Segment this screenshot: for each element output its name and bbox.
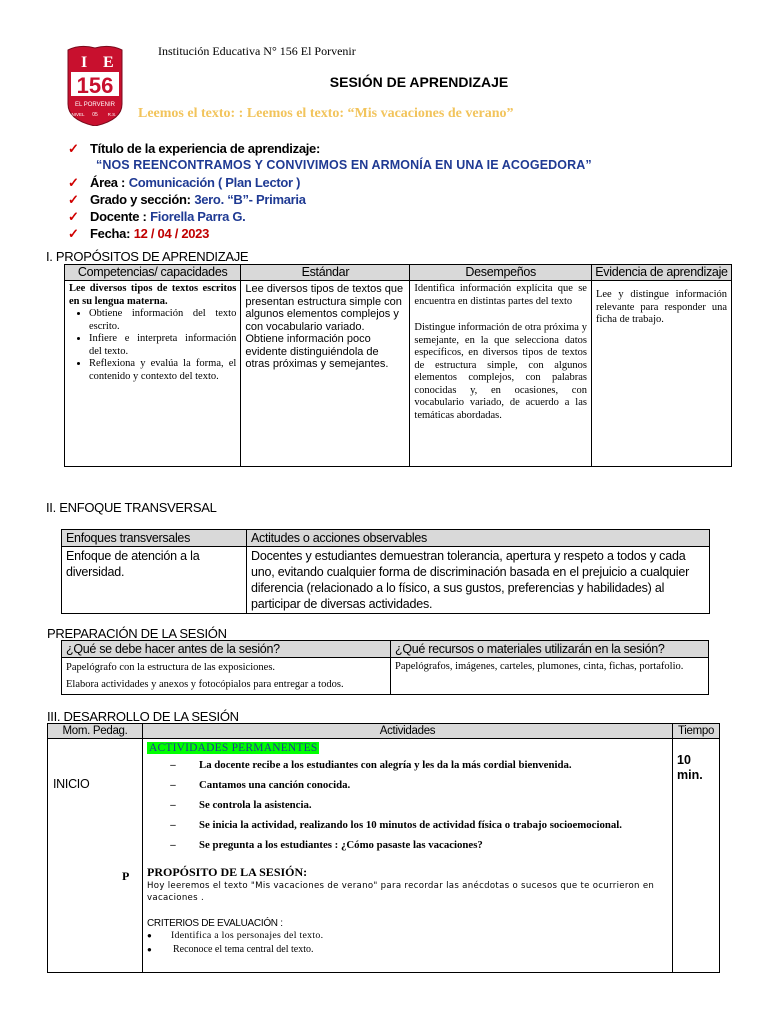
check-icon: ✓ [68,209,79,224]
logo-footer-mid: 05 [92,112,98,118]
resources-cell: Papelógrafos, imágenes, carteles, plumones, cinta, fichas, portafolio. [391,658,709,695]
col-approaches: Enfoques transversales [62,530,247,547]
page-title: SESIÓN DE APRENDIZAJE [329,74,509,90]
moment-cell [48,739,143,973]
purpose-text: Hoy leeremos el texto "Mis vacaciones de verano" para recordar las anécdotas o sucesos que te ocurrieron en vacaciones . [147,881,655,903]
teacher-value: Fiorella Parra G. [150,209,246,224]
logo-letter-i: I [81,54,88,71]
area-value: Comunicación ( Plan Lector ) [128,175,301,190]
institution-name: Institución Educativa N° 156 El Porvenir [158,44,356,58]
criteria-title: CRITERIOS DE EVALUACIÓN : [147,918,283,929]
criterion-item: ● Reconoce el tema central del texto. [147,944,314,955]
p-letter: P [122,869,130,883]
section-1-heading: I. PROPÓSITOS DE APRENDIZAJE [46,249,249,264]
before-cell [62,658,391,695]
purpose-title: PROPÓSITO DE LA SESIÓN: [147,865,308,879]
experience-title: “NOS REENCONTRAMOS Y CONVIVIMOS EN ARMONÍA EN UNA IE ACOGEDORA” [96,158,592,172]
before-item: Elabora actividades y anexos y fotocópialos para entregar a todos. [66,679,344,690]
moment-inicio: INICIO [53,777,90,791]
grade-label: Grado y sección: [90,192,191,207]
col-resources: ¿Qué recursos o materiales utilizarán en la sesión? [391,641,709,658]
permanent-activities-label: ACTIVIDADES PERMANENTES [149,742,318,754]
session-subtitle: Leemos el texto: : Leemos el texto: “Mis vacaciones de verano” [138,106,514,121]
activity-item: – Se controla la asistencia. [170,799,312,811]
col-moment: Mom. Pedag. [48,724,143,739]
col-before: ¿Qué se debe hacer antes de la sesión? [62,641,391,658]
logo-caption: EL PORVENIR [74,102,116,108]
capacity-item: • Reflexiona y evalúa la forma, el contenido y contexto del texto. [89,358,236,383]
logo-footer-left: NIVEL [71,112,85,117]
col-evidence: Evidencia de aprendizaje [591,265,731,281]
attitudes-cell: Docentes y estudiantes demuestran tolerancia, apertura y respeto a todos y cada uno, evitando cualquier forma de discriminación basada en el prejuicio a cualquier diferencia (relacionado a lo físico, a sus gustos, preferencias y habilidades) al participar de diversas actividades. [247,547,710,614]
capacity-item: • Infiere e interpreta información del texto. [89,333,236,358]
activity-item: – Cantamos una canción conocida. [170,779,351,791]
activity-item: – La docente recibe a los estudiantes con alegría y les da la más cordial bienvenida. [170,759,572,771]
col-time: Tiempo [673,724,720,739]
before-item: Papelógrafo con la estructura de las exposiciones. [66,662,276,673]
competence-title: Lee diversos tipos de textos escritos en su lengua materna. [69,283,237,307]
performance-1: Identifica información explícita que se encuentra en distintas partes del texto [414,283,587,307]
prep-heading: PREPARACIÓN DE LA SESIÓN [47,626,227,641]
preparation-table [61,640,709,695]
approach-cell: Enfoque de atención a la diversidad. [62,547,247,614]
logo-number: 156 [76,73,114,98]
col-competences: Competencias/ capacidades [65,265,241,281]
activities-cell [143,739,673,973]
check-icon: ✓ [68,192,79,207]
session-info [68,140,592,242]
check-icon: ✓ [68,226,79,241]
time-cell: 10 min. [673,739,720,973]
area-label: Área : [90,175,126,190]
logo-letter-e: E [103,54,114,71]
evidence-cell: Lee y distingue información relevante para responder una ficha de trabajo. [591,281,731,467]
activity-item: – Se pregunta a los estudiantes : ¿Cómo pasaste las vacaciones? [170,839,483,851]
logo-footer-right: R.S. [107,112,117,117]
section-3-heading: III. DESARROLLO DE LA SESIÓN [47,709,239,724]
grade-value: 3ero. “B”- Primaria [194,192,306,207]
section-2-heading: II. ENFOQUE TRANSVERSAL [46,500,217,515]
activity-item: – Se inicia la actividad, realizando los 10 minutos de actividad física o trabajo socioemocional. [170,819,622,831]
standard-cell: Lee diversos tipos de textos que presentan estructura simple con algunos elementos complejos y con vocabulario variado. Obtiene información poco evidente distinguiéndola de otras próximas y semejantes. [241,281,410,467]
col-performances: Desempeños [410,265,592,281]
competences-cell [65,281,241,467]
performances-cell [410,281,592,467]
teacher-label: Docente : [90,209,147,224]
col-attitudes: Actitudes o acciones observables [247,530,710,547]
date-label: Fecha: [90,226,131,241]
col-standard: Estándar [241,265,410,281]
capacity-item: • Obtiene información del texto escrito. [89,308,236,333]
col-activities: Actividades [143,724,673,739]
check-icon: ✓ [68,141,79,156]
check-icon: ✓ [68,175,79,190]
date-value: 12 / 04 / 2023 [133,226,210,241]
development-table [47,723,720,973]
purposes-table [64,264,732,467]
performance-2: Distingue información de otra próxima y semejante, en la que selecciona datos específicos, en diversos tipos de textos de estructura simple, con algunos elementos complejos, con palabras conocidas y, en ocasiones, con vocabulario variado, de acuerdo a las temáticas abordadas. [414,322,587,421]
transversal-table [61,529,710,614]
experience-label: Título de la experiencia de aprendizaje: [90,141,321,156]
criterion-item: ● Identifica a los personajes del texto. [147,930,324,941]
criteria-list [147,929,668,957]
